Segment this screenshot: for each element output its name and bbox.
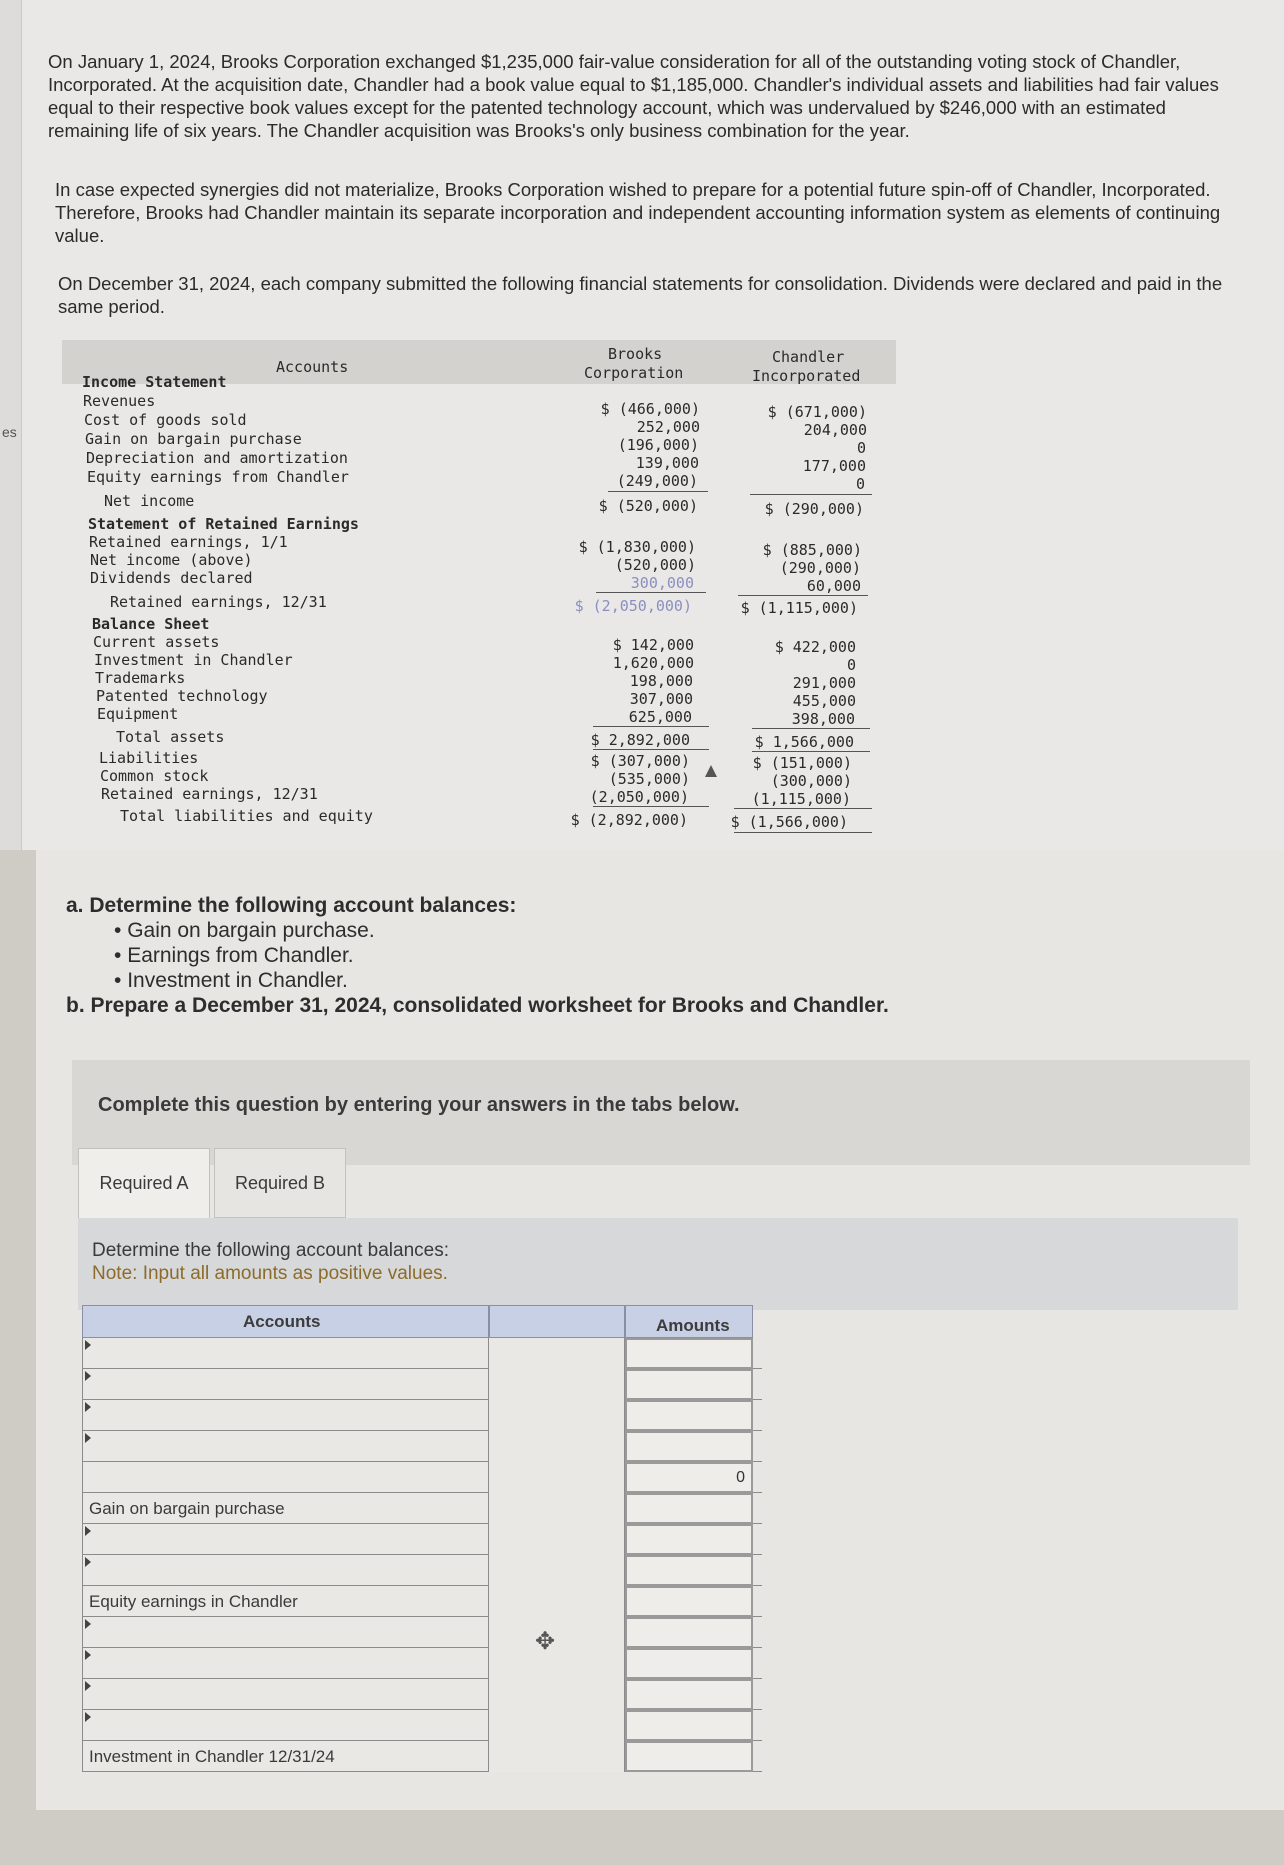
brooks-rule-3 xyxy=(593,726,709,727)
chandler-gain: 0 xyxy=(856,439,866,457)
amount-input[interactable] xyxy=(625,1369,753,1400)
table-row xyxy=(82,1338,762,1369)
label-depreciation: Depreciation and amortization xyxy=(86,449,348,467)
header-brooks-1: Brooks xyxy=(608,345,663,363)
table-row xyxy=(82,1741,762,1772)
account-select[interactable] xyxy=(82,1338,489,1369)
label-cogs: Cost of goods sold xyxy=(84,411,247,429)
label-equity-earnings: Equity earnings from Chandler xyxy=(87,468,349,486)
answer-header-amounts: Amounts xyxy=(625,1305,753,1338)
table-row xyxy=(82,1648,762,1679)
tab-required-a[interactable]: Required A xyxy=(78,1148,210,1218)
chandler-rule-4 xyxy=(752,751,870,752)
banner-text: Complete this question by entering your answers in the tabs below. xyxy=(98,1094,740,1116)
blank-cell xyxy=(489,1369,625,1400)
account-select[interactable] xyxy=(82,1710,489,1741)
tab-required-b[interactable]: Required B xyxy=(214,1148,346,1218)
brooks-equity: (249,000) xyxy=(616,472,698,490)
table-row xyxy=(82,1586,762,1617)
amount-input[interactable] xyxy=(625,1555,753,1586)
amount-input[interactable] xyxy=(625,1338,753,1369)
account-select[interactable] xyxy=(82,1679,489,1710)
answer-header-accounts: Accounts xyxy=(82,1305,489,1338)
brooks-re-close: $ (2,050,000) xyxy=(574,597,692,615)
amount-input[interactable] xyxy=(625,1617,753,1648)
table-row xyxy=(82,1710,762,1741)
blank-cell xyxy=(489,1462,625,1493)
brooks-trademarks: 198,000 xyxy=(629,672,693,690)
chandler-re-bs: (1,115,000) xyxy=(751,790,851,808)
dropdown-marker-icon xyxy=(85,1526,91,1536)
header-brooks-2: Corporation xyxy=(584,364,684,382)
problem-paragraph-1: On January 1, 2024, Brooks Corporation exchanged $1,235,000 fair-value consideration for all of the outstanding voting stock of Chandler, Incorporated. At the acquisition date, Chandler had a book value equal to $1,185,000. Chandler's individual assets and liabilities had fair values equal to their respective book values except for the patented technology account, which was undervalued by $246,000 with an estimated remaining life of six years. The Chandler acquisition was Brooks's only business combination for the year. xyxy=(48,51,1219,141)
problem-paragraph-3: On December 31, 2024, each company submitted the following financial statements for consolidation. Dividends were declared and paid in the same period. xyxy=(58,273,1223,317)
chandler-trademarks: 291,000 xyxy=(792,674,856,692)
question-a-bullet-2: • Earnings from Chandler. xyxy=(114,944,354,967)
label-gain: Gain on bargain purchase xyxy=(85,430,302,448)
blank-cell xyxy=(489,1679,625,1710)
chandler-cogs: 204,000 xyxy=(803,421,867,439)
header-chandler-2: Incorporated xyxy=(752,367,861,385)
label-total-assets: Total assets xyxy=(116,728,225,746)
chandler-revenues: $ (671,000) xyxy=(767,403,867,421)
amount-input[interactable] xyxy=(625,1648,753,1679)
dropdown-marker-icon xyxy=(85,1340,91,1350)
question-b: b. Prepare a December 31, 2024, consolidated worksheet for Brooks and Chandler. xyxy=(66,994,889,1017)
header-chandler-1: Chandler xyxy=(772,348,845,366)
chandler-rule-1 xyxy=(750,494,872,495)
chandler-dep: 177,000 xyxy=(802,457,866,475)
brooks-common-stock: (535,000) xyxy=(608,770,690,788)
brooks-gain: (196,000) xyxy=(617,436,699,454)
dropdown-marker-icon xyxy=(85,1650,91,1660)
question-a: a. Determine the following account balances: xyxy=(66,894,517,917)
table-row xyxy=(82,1493,762,1524)
table-row xyxy=(82,1679,762,1710)
label-dividends: Dividends declared xyxy=(90,569,253,587)
account-select[interactable] xyxy=(82,1555,489,1586)
blank-cell xyxy=(489,1710,625,1741)
brooks-rule-2 xyxy=(596,592,706,593)
table-row xyxy=(82,1369,762,1400)
chandler-dividends: 60,000 xyxy=(806,577,861,595)
account-label: Equity earnings in Chandler xyxy=(89,1592,298,1611)
amount-input[interactable]: 0 xyxy=(625,1462,753,1493)
move-cursor-icon: ✥ xyxy=(535,1628,556,1655)
dropdown-marker-icon xyxy=(85,1712,91,1722)
question-a-bullet-1: • Gain on bargain purchase. xyxy=(114,919,375,942)
left-sidebar-fragment[interactable] xyxy=(0,0,22,850)
brooks-rule-5 xyxy=(593,806,709,807)
chandler-liabilities: $ (151,000) xyxy=(752,754,852,772)
income-statement-title: Income Statement xyxy=(82,373,227,391)
amount-input[interactable] xyxy=(625,1493,753,1524)
brooks-current-assets: $ 142,000 xyxy=(612,636,694,654)
table-row xyxy=(82,1524,762,1555)
chandler-rule-5 xyxy=(734,808,872,809)
chandler-re-open: $ (885,000) xyxy=(762,541,862,559)
chandler-rule-2 xyxy=(738,595,868,596)
blank-cell xyxy=(489,1400,625,1431)
header-accounts: Accounts xyxy=(276,358,349,376)
table-row xyxy=(82,1555,762,1586)
problem-paragraph-2: In case expected synergies did not materialize, Brooks Corporation wished to prepare for a potential future spin-off of Chandler, Incorporated. Therefore, Brooks had Chandler maintain its separate incorporation and independent accounting information system as elements of continuing value. xyxy=(55,179,1221,246)
brooks-liabilities: $ (307,000) xyxy=(590,752,690,770)
account-select[interactable] xyxy=(82,1648,489,1679)
brooks-equipment: 625,000 xyxy=(628,708,692,726)
dropdown-marker-icon xyxy=(85,1402,91,1412)
account-select[interactable] xyxy=(82,1369,489,1400)
chandler-total-le: $ (1,566,000) xyxy=(730,813,848,831)
account-label: Gain on bargain purchase xyxy=(89,1499,285,1518)
chandler-common-stock: (300,000) xyxy=(770,772,852,790)
chandler-ni-above: (290,000) xyxy=(779,559,861,577)
label-total-le: Total liabilities and equity xyxy=(120,807,373,825)
label-current-assets: Current assets xyxy=(93,633,220,651)
brooks-re-open: $ (1,830,000) xyxy=(578,538,696,556)
blank-cell xyxy=(489,1493,625,1524)
table-row xyxy=(82,1617,762,1648)
account-select[interactable] xyxy=(82,1741,489,1772)
account-select[interactable] xyxy=(82,1431,489,1462)
blank-cell xyxy=(489,1741,625,1772)
brooks-dep: 139,000 xyxy=(635,454,699,472)
brooks-investment: 1,620,000 xyxy=(612,654,694,672)
table-row xyxy=(82,1462,762,1493)
label-patent: Patented technology xyxy=(96,687,268,705)
account-label: Investment in Chandler 12/31/24 xyxy=(89,1747,335,1766)
mouse-pointer-icon xyxy=(705,765,717,777)
retained-earnings-title: Statement of Retained Earnings xyxy=(88,515,359,533)
sidebar-fragment-text: es xyxy=(2,424,17,440)
chandler-equity: 0 xyxy=(855,475,865,493)
dropdown-marker-icon xyxy=(85,1433,91,1443)
amount-input[interactable] xyxy=(625,1710,753,1741)
brooks-total-assets: $ 2,892,000 xyxy=(590,731,690,749)
problem-page xyxy=(0,0,1284,850)
chandler-equipment: 398,000 xyxy=(791,710,855,728)
label-re-close: Retained earnings, 12/31 xyxy=(110,593,327,611)
instructions-line-1: Determine the following account balances: xyxy=(92,1240,449,1261)
label-liabilities: Liabilities xyxy=(99,749,199,767)
instructions-note: Note: Input all amounts as positive values. xyxy=(92,1263,448,1284)
blank-cell xyxy=(489,1431,625,1462)
account-select[interactable] xyxy=(82,1586,489,1617)
brooks-re-bs: (2,050,000) xyxy=(589,788,689,806)
account-select[interactable] xyxy=(82,1400,489,1431)
dropdown-marker-icon xyxy=(85,1557,91,1567)
label-ni-above: Net income (above) xyxy=(90,551,253,569)
dropdown-marker-icon xyxy=(85,1619,91,1629)
blank-cell xyxy=(489,1524,625,1555)
amount-input[interactable] xyxy=(625,1400,753,1431)
table-row xyxy=(82,1400,762,1431)
brooks-revenues: $ (466,000) xyxy=(600,400,700,418)
label-re-bs: Retained earnings, 12/31 xyxy=(101,785,318,803)
table-row xyxy=(82,1431,762,1462)
blank-cell xyxy=(489,1555,625,1586)
label-trademarks: Trademarks xyxy=(95,669,186,687)
brooks-rule-4 xyxy=(593,749,709,750)
answer-header-blank xyxy=(489,1305,625,1338)
blank-cell xyxy=(489,1617,625,1648)
label-investment: Investment in Chandler xyxy=(94,651,293,669)
amount-input[interactable] xyxy=(625,1679,753,1710)
chandler-total-assets: $ 1,566,000 xyxy=(754,733,854,751)
amount-input[interactable] xyxy=(625,1586,753,1617)
brooks-ni-above: (520,000) xyxy=(614,556,696,574)
chandler-rule-3 xyxy=(752,728,870,729)
amount-input[interactable] xyxy=(625,1741,753,1772)
brooks-rule-1 xyxy=(608,491,708,492)
instructions-box xyxy=(78,1218,1238,1310)
financial-statements-table xyxy=(62,340,912,840)
brooks-dividends: 300,000 xyxy=(630,574,694,592)
label-common-stock: Common stock xyxy=(100,767,209,785)
chandler-current-assets: $ 422,000 xyxy=(774,638,856,656)
amount-input[interactable] xyxy=(625,1431,753,1462)
dropdown-marker-icon xyxy=(85,1681,91,1691)
question-list xyxy=(66,893,889,1018)
chandler-rule-6 xyxy=(734,832,872,833)
blank-cell xyxy=(489,1586,625,1617)
account-select[interactable] xyxy=(82,1493,489,1524)
label-net-income: Net income xyxy=(104,492,195,510)
label-equipment: Equipment xyxy=(97,705,179,723)
amount-input[interactable] xyxy=(625,1524,753,1555)
brooks-patent: 307,000 xyxy=(629,690,693,708)
chandler-re-close: $ (1,115,000) xyxy=(740,599,858,617)
dropdown-marker-icon xyxy=(85,1371,91,1381)
account-select[interactable] xyxy=(82,1462,489,1493)
blank-cell xyxy=(489,1648,625,1679)
label-revenues: Revenues xyxy=(83,392,156,410)
account-select[interactable] xyxy=(82,1524,489,1555)
question-a-bullet-3: • Investment in Chandler. xyxy=(114,969,348,992)
answer-table xyxy=(82,1305,762,1790)
chandler-net-income: $ (290,000) xyxy=(764,500,864,518)
blank-cell xyxy=(489,1338,625,1369)
balance-sheet-title: Balance Sheet xyxy=(92,615,210,633)
brooks-cogs: 252,000 xyxy=(636,418,700,436)
chandler-investment: 0 xyxy=(846,656,856,674)
brooks-total-le: $ (2,892,000) xyxy=(570,811,688,829)
brooks-net-income: $ (520,000) xyxy=(598,497,698,515)
chandler-patent: 455,000 xyxy=(792,692,856,710)
label-re-open: Retained earnings, 1/1 xyxy=(89,533,288,551)
account-select[interactable] xyxy=(82,1617,489,1648)
